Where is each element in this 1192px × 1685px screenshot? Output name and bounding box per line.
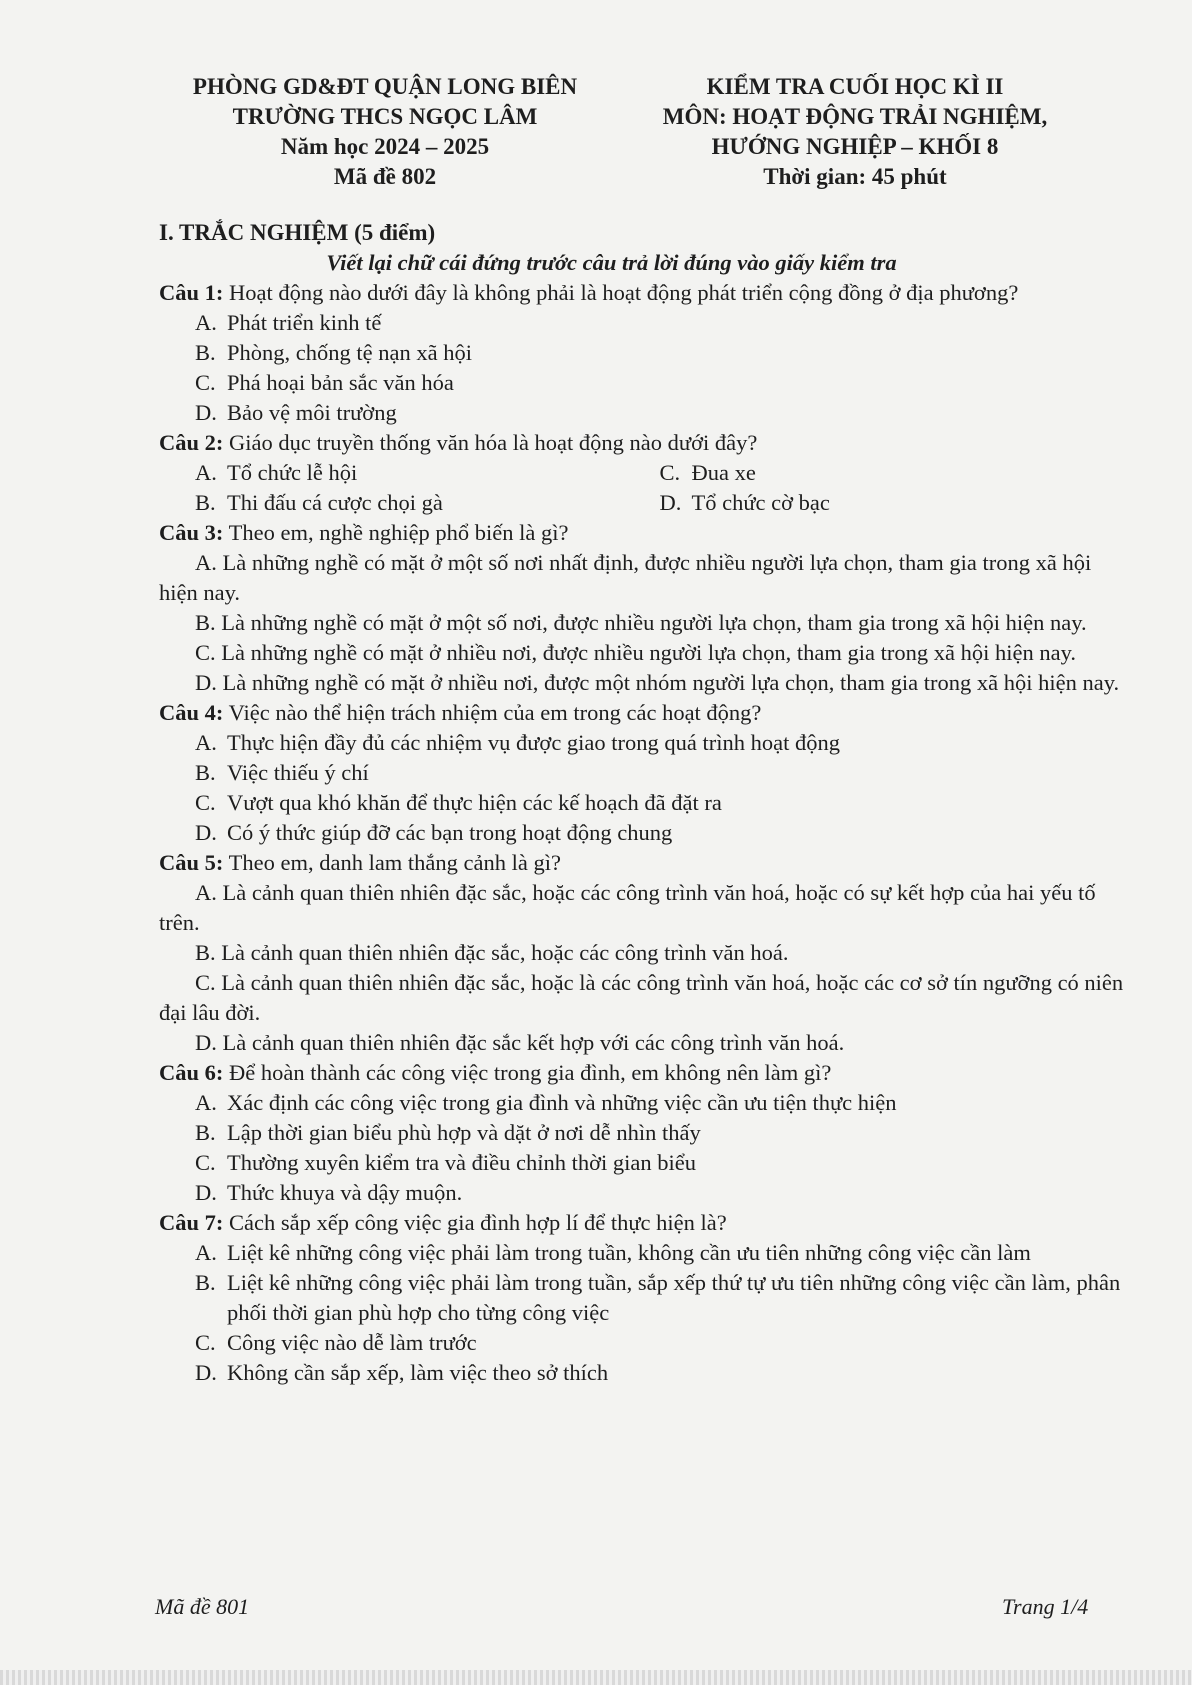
option-b: B. Phòng, chống tệ nạn xã hội [195, 340, 472, 365]
option-d: D. Có ý thức giúp đỡ các bạn trong hoạt động chung [195, 820, 673, 845]
option-c: C. Thường xuyên kiểm tra và điều chỉnh thời gian biểu [195, 1150, 697, 1175]
question-text: Việc nào thể hiện trách nhiệm của em trong các hoạt động? [223, 700, 762, 725]
exam-header [615, 72, 1095, 192]
school-name: TRƯỜNG THCS NGỌC LÂM [232, 104, 538, 129]
option-c: C. Là cảnh quan thiên nhiên đặc sắc, hoặc là các công trình văn hoá, hoặc các cơ sở tín ngưỡng có niên đại lâu đời. [159, 970, 1124, 1025]
option-c: C. Đua xe [659, 460, 756, 485]
options-row-2 [159, 488, 1124, 518]
option-a: A. Xác định các công việc trong gia đình và những việc cần ưu tiện thực hiện [195, 1090, 897, 1115]
question-7 [159, 1208, 1124, 1238]
option-d: D. Thức khuya và dậy muộn. [195, 1180, 463, 1205]
scan-edge [0, 1670, 1192, 1685]
question-number: Câu 3: [159, 520, 224, 545]
question-text: Theo em, danh lam thắng cảnh là gì? [223, 850, 561, 875]
question-number: Câu 6: [159, 1060, 224, 1085]
question-2 [159, 428, 1124, 458]
question-1 [159, 278, 1124, 308]
exam-duration: Thời gian: 45 phút [763, 164, 947, 189]
option-b: B. Lập thời gian biểu phù hợp và dặt ở nơi dễ nhìn thấy [195, 1120, 701, 1145]
school-header [150, 72, 620, 192]
exam-title: KIỂM TRA CUỐI HỌC KÌ II [706, 74, 1004, 99]
option-d: D. Không cần sắp xếp, làm việc theo sở thích [195, 1360, 609, 1385]
question-text: Cách sắp xếp công việc gia đình hợp lí để thực hiện là? [223, 1210, 727, 1235]
question-number: Câu 7: [159, 1210, 224, 1235]
option-c: C. Phá hoại bản sắc văn hóa [195, 370, 454, 395]
question-number: Câu 1: [159, 280, 224, 305]
option-a: A. Là những nghề có mặt ở một số nơi nhất định, được nhiều người lựa chọn, tham gia trong xã hội hiện nay. [159, 550, 1092, 605]
option-a: A. Thực hiện đầy đủ các nhiệm vụ được giao trong quá trình hoạt động [195, 730, 841, 755]
page-number: Trang 1/4 [1002, 1594, 1089, 1619]
option-b: B. Việc thiếu ý chí [195, 760, 369, 785]
question-text: Để hoàn thành các công việc trong gia đình, em không nên làm gì? [223, 1060, 832, 1085]
question-4 [159, 698, 1124, 728]
question-5 [159, 848, 1124, 878]
question-text: Giáo dục truyền thống văn hóa là hoạt động nào dưới đây? [223, 430, 758, 455]
option-d: D. Tổ chức cờ bạc [659, 490, 830, 515]
question-6 [159, 1058, 1124, 1088]
school-year: Năm học 2024 – 2025 [280, 134, 490, 159]
option-a: A. Là cảnh quan thiên nhiên đặc sắc, hoặc các công trình văn hoá, hoặc có sự kết hợp của hai yếu tố trên. [159, 880, 1096, 935]
options-row-1 [159, 458, 1124, 488]
option-d: D. Bảo vệ môi trường [195, 400, 397, 425]
exam-code: Mã đề 802 [333, 164, 437, 189]
option-c: C. Vượt qua khó khăn để thực hiện các kế hoạch đã đặt ra [195, 790, 722, 815]
question-number: Câu 5: [159, 850, 224, 875]
option-a: A. Phát triển kinh tế [195, 310, 382, 335]
section-title: I. TRẮC NGHIỆM (5 điểm) [159, 220, 436, 245]
instruction: Viết lại chữ cái đứng trước câu trả lời đúng vào giấy kiểm tra [326, 250, 897, 275]
question-text: Hoạt động nào dưới đây là không phải là hoạt động phát triển cộng đồng ở địa phương? [223, 280, 1019, 305]
option-d: D. Là những nghề có mặt ở nhiều nơi, được một nhóm người lựa chọn, tham gia trong xã hội hiện nay. [195, 670, 1120, 695]
option-b: B. Là những nghề có mặt ở một số nơi, được nhiều người lựa chọn, tham gia trong xã hội hiện nay. [195, 610, 1087, 635]
option-b: B. Liệt kê những công việc phải làm trong tuần, sắp xếp thứ tự ưu tiên những công việc cần làm, phân phối thời gian phù hợp cho từng công việc [195, 1270, 1121, 1325]
question-number: Câu 2: [159, 430, 224, 455]
option-c: C. Công việc nào dễ làm trước [195, 1330, 477, 1355]
option-a: A. Tổ chức lễ hội [195, 460, 358, 485]
question-text: Theo em, nghề nghiệp phổ biến là gì? [223, 520, 569, 545]
question-3 [159, 518, 1124, 548]
footer-exam-code: Mã đề 801 [155, 1594, 250, 1619]
question-number: Câu 4: [159, 700, 224, 725]
option-b: B. Thi đấu cá cược chọi gà [195, 490, 443, 515]
option-a: A. Liệt kê những công việc phải làm trong tuần, không cần ưu tiên những công việc cần làm [195, 1240, 1031, 1265]
department-name: PHÒNG GD&ĐT QUẬN LONG BIÊN [192, 74, 578, 99]
option-c: C. Là những nghề có mặt ở nhiều nơi, được nhiều người lựa chọn, tham gia trong xã hội hiện nay. [195, 640, 1076, 665]
option-b: B. Là cảnh quan thiên nhiên đặc sắc, hoặc các công trình văn hoá. [195, 940, 789, 965]
exam-body [159, 218, 1124, 1388]
subject-line-2: HƯỚNG NGHIỆP – KHỐI 8 [711, 134, 999, 159]
subject-line-1: MÔN: HOẠT ĐỘNG TRẢI NGHIỆM, [662, 104, 1048, 129]
option-d: D. Là cảnh quan thiên nhiên đặc sắc kết hợp với các công trình văn hoá. [195, 1030, 845, 1055]
